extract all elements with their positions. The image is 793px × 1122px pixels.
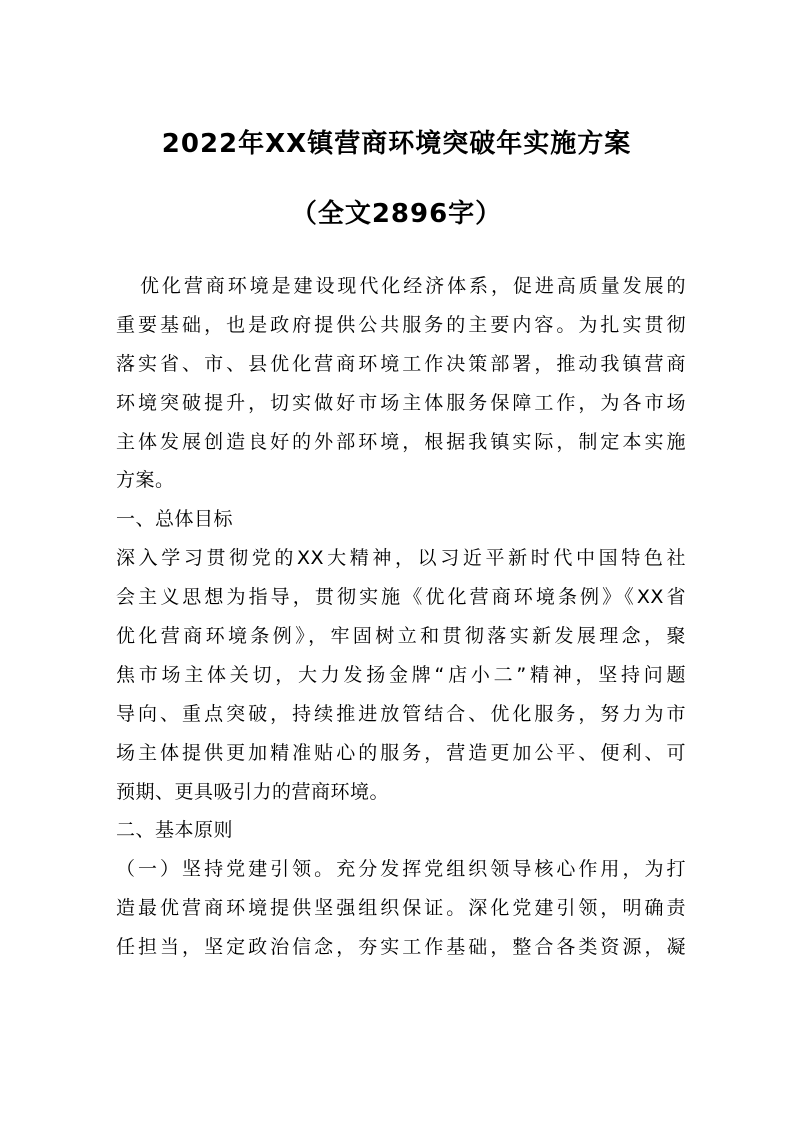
text-line: 焦市场主体关切，大力发扬金牌“店小二”精神，坚持问题 — [116, 663, 686, 686]
text-line: 方案。 — [116, 469, 175, 492]
text-line: 环境突破提升，切实做好市场主体服务保障工作，为各市场 — [116, 391, 686, 414]
text-line: 主体发展创造良好的外部环境，根据我镇实际，制定本实施 — [116, 430, 686, 453]
text-line: 导向、重点突破，持续推进放管结合、优化服务，努力为市 — [116, 702, 686, 725]
document-title: 2022年XX镇营商环境突破年实施方案 — [161, 129, 632, 159]
document-subtitle: （全文2896字） — [290, 199, 503, 229]
text-line: 落实省、市、县优化营商环境工作决策部署，推动我镇营商 — [116, 352, 686, 375]
text-line: 重要基础，也是政府提供公共服务的主要内容。为扎实贯彻 — [116, 313, 686, 336]
text-line: 深入学习贯彻党的XX大精神，以习近平新时代中国特色社 — [116, 547, 686, 570]
text-line: 优化营商环境是建设现代化经济体系，促进高质量发展的 — [140, 275, 686, 297]
text-line: 场主体提供更加精准贴心的服务，营造更加公平、便利、可 — [116, 741, 686, 764]
text-line: 二、基本原则 — [116, 819, 234, 842]
text-line: 会主义思想为指导，贯彻实施《优化营商环境条例》《XX省 — [116, 586, 686, 609]
text-line: 一、总体目标 — [116, 508, 234, 531]
text-line: （一）坚持党建引领。充分发挥党组织领导核心作用，为打 — [116, 858, 686, 881]
text-line: 预期、更具吸引力的营商环境。 — [116, 780, 390, 803]
text-line: 优化营商环境条例》，牢固树立和贯彻落实新发展理念，聚 — [116, 625, 686, 648]
document-body — [116, 267, 686, 967]
text-line: 任担当，坚定政治信念，夯实工作基础，整合各类资源，凝 — [116, 936, 686, 959]
text-line: 造最优营商环境提供坚强组织保证。深化党建引领，明确责 — [116, 897, 686, 920]
